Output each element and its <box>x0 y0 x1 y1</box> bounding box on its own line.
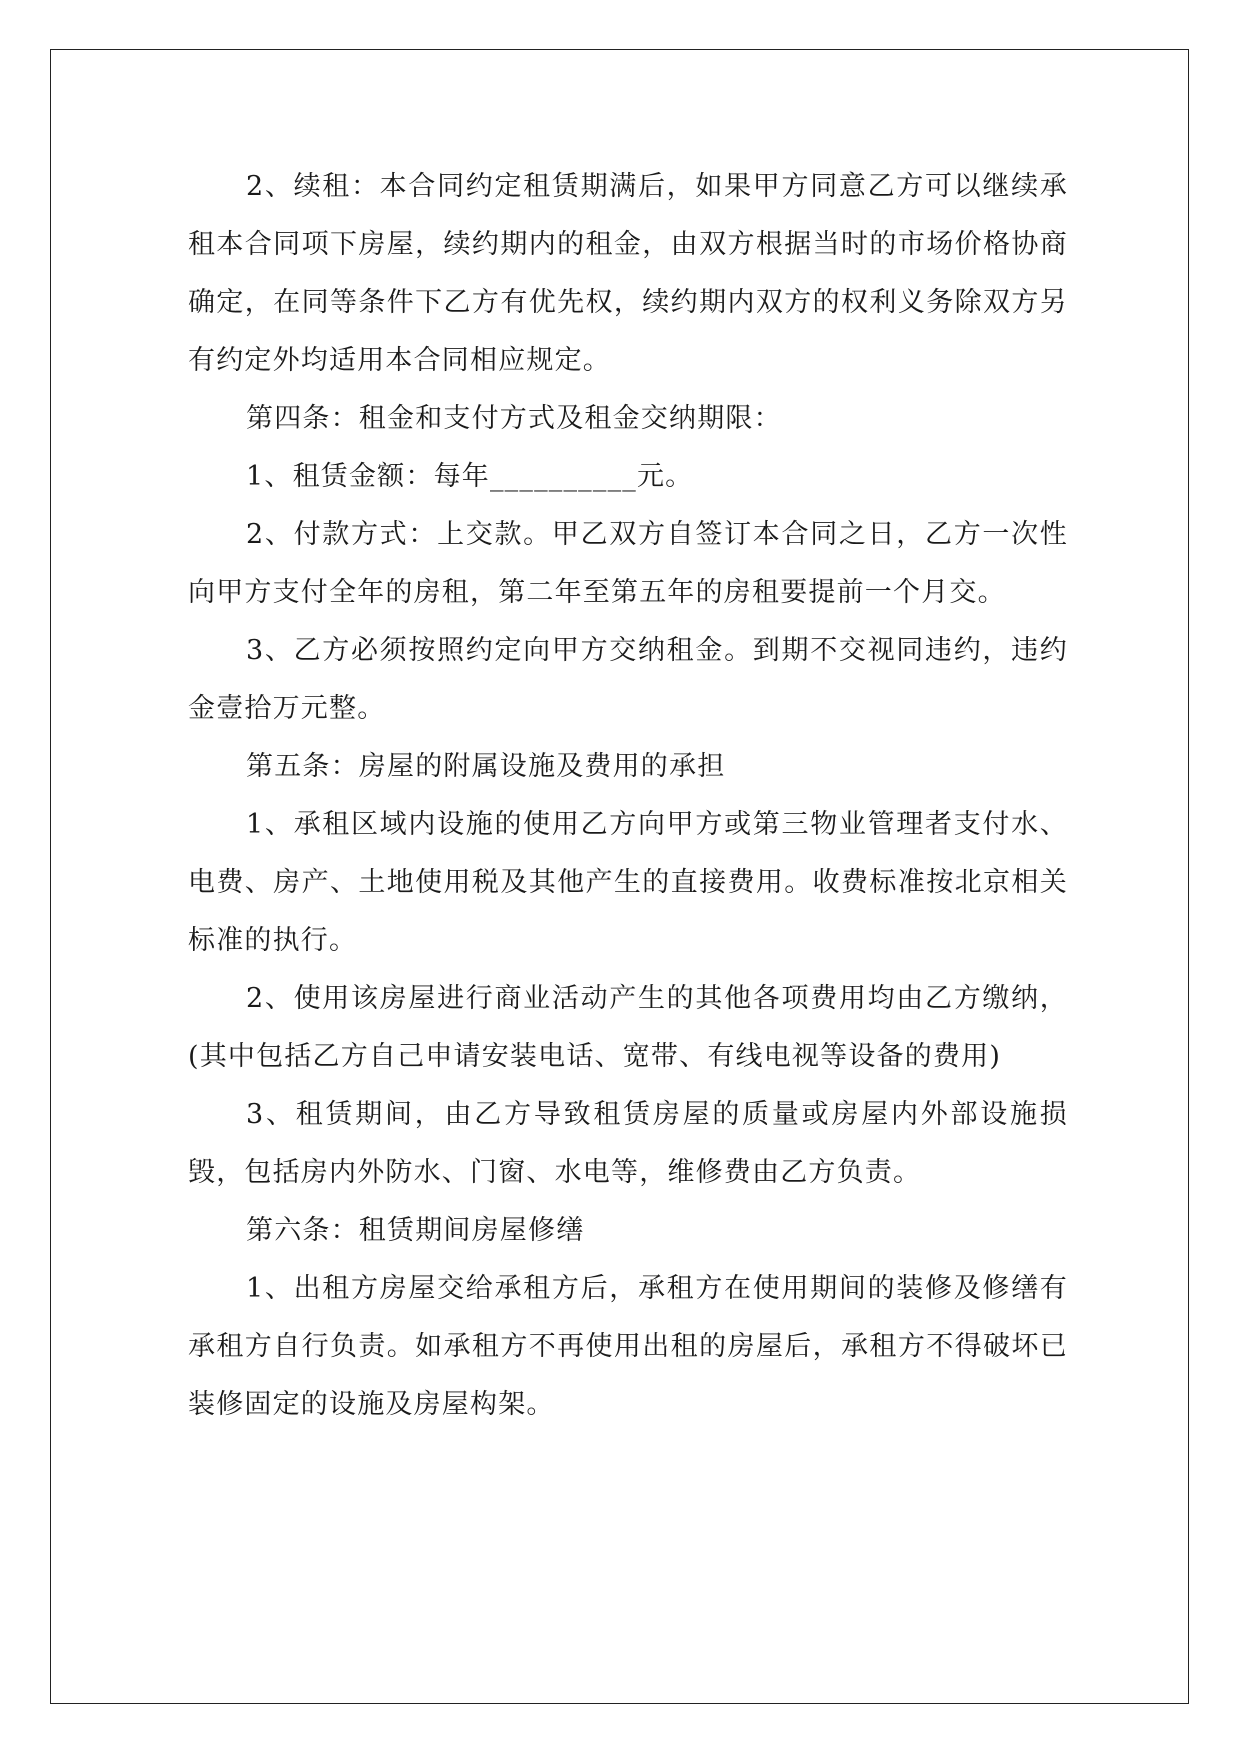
paragraph-business-fees: 2、使用该房屋进行商业活动产生的其他各项费用均由乙方缴纳，(其中包括乙方自己申请安装电话、宽带、有线电视等设备的费用) <box>188 983 1068 1072</box>
paragraph-damage-repair: 3、租赁期间，由乙方导致租赁房屋的质量或房屋内外部设施损毁，包括房内外防水、门窗、水电等，维修费由乙方负责。 <box>188 1099 1068 1188</box>
document-body <box>188 158 1068 1434</box>
paragraph-payment-method: 2、付款方式：上交款。甲乙双方自签订本合同之日，乙方一次性向甲方支付全年的房租，第二年至第五年的房租要提前一个月交。 <box>188 519 1068 608</box>
heading-article-4: 第四条：租金和支付方式及租金交纳期限： <box>246 403 782 434</box>
paragraph-facility-fees: 1、承租区域内设施的使用乙方向甲方或第三物业管理者支付水、电费、房产、土地使用税及其他产生的直接费用。收费标准按北京相关标准的执行。 <box>188 809 1068 956</box>
paragraph-renewal: 2、续租：本合同约定租赁期满后，如果甲方同意乙方可以继续承租本合同项下房屋，续约期内的租金，由双方根据当时的市场价格协商确定，在同等条件下乙方有优先权，续约期内双方的权利义务除双方另有约定外均适用本合同相应规定。 <box>188 171 1068 376</box>
heading-article-6: 第六条：租赁期间房屋修缮 <box>246 1215 585 1246</box>
heading-article-5: 第五条：房屋的附属设施及费用的承担 <box>246 751 726 782</box>
paragraph-rent-amount: 1、租赁金额：每年__________元。 <box>246 461 694 492</box>
paragraph-payment-obligation: 3、乙方必须按照约定向甲方交纳租金。到期不交视同违约，违约金壹拾万元整。 <box>188 635 1068 724</box>
paragraph-renovation: 1、出租方房屋交给承租方后，承租方在使用期间的装修及修缮有承租方自行负责。如承租方不再使用出租的房屋后，承租方不得破坏已装修固定的设施及房屋构架。 <box>188 1273 1068 1420</box>
